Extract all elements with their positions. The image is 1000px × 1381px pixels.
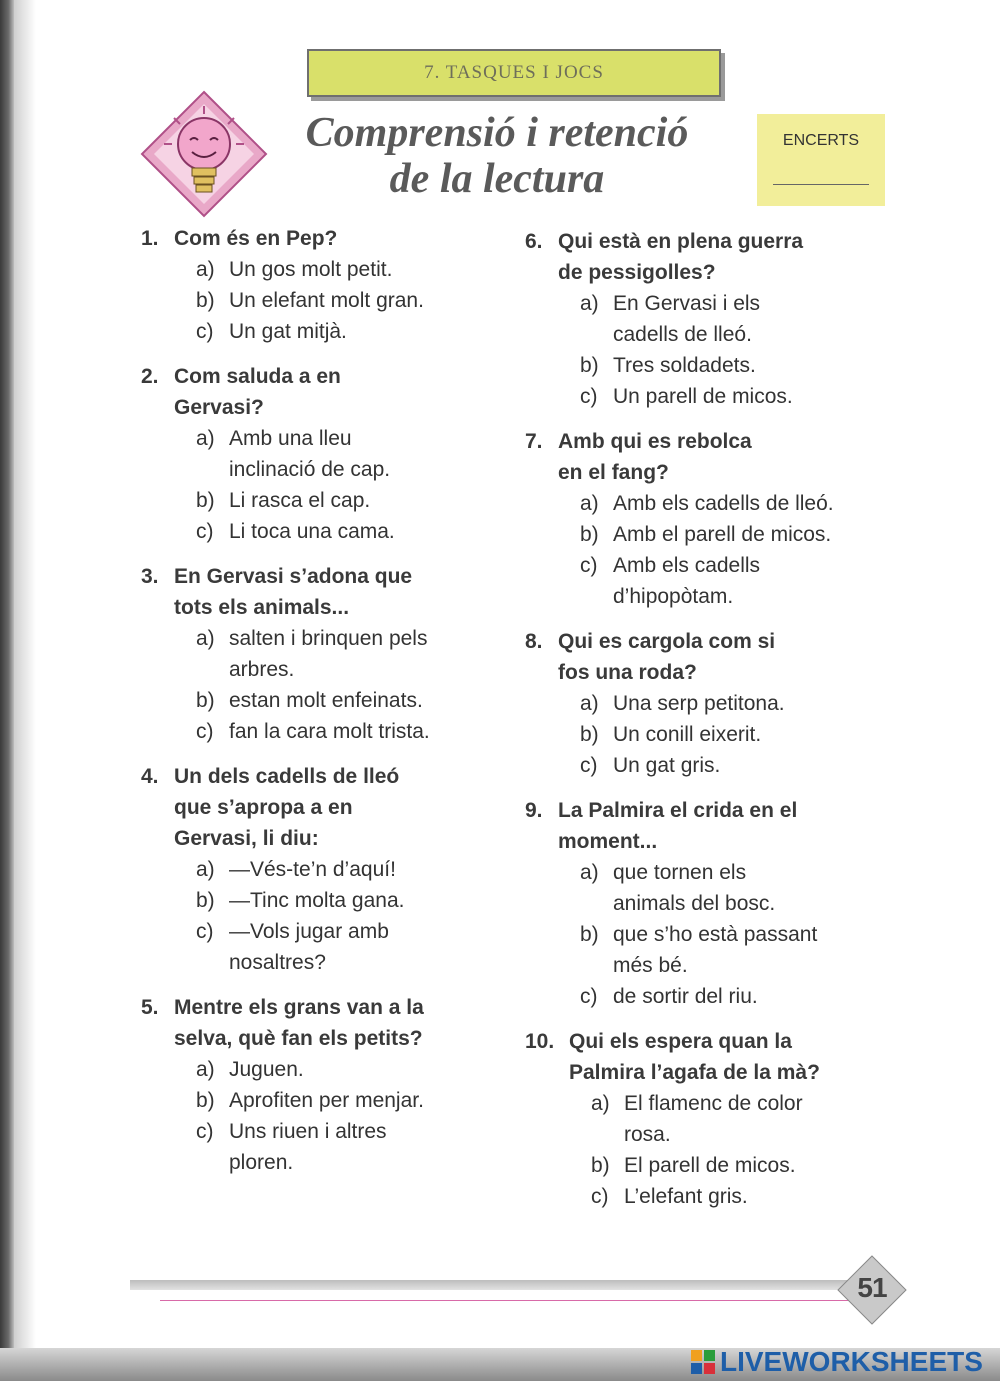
- answer-option[interactable]: [525, 350, 925, 381]
- answer-option[interactable]: [141, 885, 511, 916]
- answer-option[interactable]: [525, 1181, 925, 1212]
- question-line: Com és en Pep?: [174, 227, 338, 250]
- option-text: ploren.: [229, 1151, 294, 1174]
- question-line: Gervasi, li diu:: [174, 827, 319, 850]
- page-edge-shadow: [14, 0, 36, 1381]
- option-letter: c): [580, 985, 598, 1008]
- question-line: moment...: [558, 830, 658, 853]
- score-box: [757, 114, 885, 206]
- question-6: [525, 226, 925, 412]
- option-text: Amb el parell de micos.: [613, 523, 832, 546]
- question-line: tots els animals...: [174, 596, 350, 619]
- answer-option[interactable]: [525, 288, 925, 350]
- page-title: [262, 110, 732, 202]
- option-letter: c): [591, 1185, 609, 1208]
- liveworksheets-brand: LIVEWORKSHEETS: [720, 1346, 983, 1377]
- option-letter: a): [196, 858, 215, 881]
- answer-option[interactable]: [141, 1085, 511, 1116]
- option-text: animals del bosc.: [613, 892, 776, 915]
- option-text: Uns riuen i altres: [229, 1120, 387, 1143]
- answer-option[interactable]: [525, 688, 925, 719]
- option-letter: b): [580, 523, 599, 546]
- answer-option[interactable]: [141, 1054, 511, 1085]
- answer-option[interactable]: [525, 919, 925, 981]
- question-text: [141, 561, 511, 623]
- answer-option[interactable]: [141, 854, 511, 885]
- question-number: 1.: [141, 227, 159, 250]
- option-text: Juguen.: [229, 1058, 304, 1081]
- option-text: més bé.: [613, 954, 688, 977]
- question-text: [141, 992, 511, 1054]
- answer-option[interactable]: [141, 916, 511, 978]
- question-number: 8.: [525, 630, 543, 653]
- option-letter: b): [196, 289, 215, 312]
- option-text: Aprofiten per menjar.: [229, 1089, 424, 1112]
- option-text: cadells de lleó.: [613, 323, 752, 346]
- answer-option[interactable]: [525, 381, 925, 412]
- option-letter: c): [196, 320, 214, 343]
- option-letter: b): [580, 354, 599, 377]
- question-line: Mentre els grans van a la: [174, 996, 424, 1019]
- answer-option[interactable]: [141, 316, 511, 347]
- option-letter: c): [196, 520, 214, 543]
- option-letter: c): [196, 1120, 214, 1143]
- option-letter: a): [580, 492, 599, 515]
- question-8: [525, 626, 925, 781]
- question-number: 2.: [141, 365, 159, 388]
- question-line: que s’apropa a en: [174, 796, 353, 819]
- footer-bar: [130, 1280, 862, 1290]
- answer-option[interactable]: [525, 519, 925, 550]
- question-text: [525, 795, 925, 857]
- option-text: Un conill eixerit.: [613, 723, 762, 746]
- option-letter: a): [196, 427, 215, 450]
- option-text: inclinació de cap.: [229, 458, 391, 481]
- question-line: La Palmira el crida en el: [558, 799, 798, 822]
- question-4: [141, 761, 511, 978]
- question-2: [141, 361, 511, 547]
- option-text: Amb els cadells de lleó.: [613, 492, 834, 515]
- option-text: —Vés-te’n d’aquí!: [229, 858, 396, 881]
- left-column: [141, 223, 511, 1192]
- answer-option[interactable]: [141, 685, 511, 716]
- question-text: [525, 626, 925, 688]
- option-text: rosa.: [624, 1123, 671, 1146]
- answer-option[interactable]: [141, 716, 511, 747]
- question-line: En Gervasi s’adona que: [174, 565, 413, 588]
- answer-option[interactable]: [141, 485, 511, 516]
- option-text: —Vols jugar amb: [229, 920, 389, 943]
- answer-option[interactable]: [525, 750, 925, 781]
- title-line-2: de la lectura: [389, 156, 605, 202]
- option-text: Li rasca el cap.: [229, 489, 371, 512]
- option-text: que s’ho està passant: [613, 923, 818, 946]
- answer-option[interactable]: [141, 516, 511, 547]
- question-number: 9.: [525, 799, 543, 822]
- footer-rule: [160, 1300, 860, 1301]
- title-line-1: Comprensió i retenció: [305, 110, 689, 156]
- question-line: Qui els espera quan la: [569, 1030, 792, 1053]
- question-3: [141, 561, 511, 747]
- question-text: [141, 223, 511, 254]
- option-text: de sortir del riu.: [613, 985, 758, 1008]
- question-text: [525, 1026, 925, 1088]
- option-text: Amb una lleu: [229, 427, 352, 450]
- option-letter: b): [580, 923, 599, 946]
- answer-option[interactable]: [525, 719, 925, 750]
- option-letter: c): [580, 554, 598, 577]
- option-letter: b): [196, 489, 215, 512]
- question-9: [525, 795, 925, 1012]
- option-letter: c): [196, 920, 214, 943]
- answer-option[interactable]: [525, 550, 925, 612]
- option-text: Un parell de micos.: [613, 385, 793, 408]
- option-text: L’elefant gris.: [624, 1185, 748, 1208]
- option-letter: a): [580, 292, 599, 315]
- liveworksheets-logo: [690, 1345, 983, 1379]
- question-10: [525, 1026, 925, 1212]
- question-text: [525, 426, 925, 488]
- option-letter: b): [196, 689, 215, 712]
- question-number: 7.: [525, 430, 543, 453]
- option-text: estan molt enfeinats.: [229, 689, 423, 712]
- answer-option[interactable]: [141, 1116, 511, 1178]
- question-text: [525, 226, 925, 288]
- question-line: de pessigolles?: [558, 261, 716, 284]
- answer-option[interactable]: [141, 423, 511, 485]
- option-letter: b): [196, 1089, 215, 1112]
- score-label: ENCERTS: [782, 132, 860, 149]
- option-text: El flamenc de color: [624, 1092, 803, 1115]
- liveworksheets-icon: [690, 1349, 716, 1375]
- option-text: d’hipopòtam.: [613, 585, 734, 608]
- option-letter: a): [580, 861, 599, 884]
- option-text: Un gat mitjà.: [229, 320, 347, 343]
- page-number: 51: [857, 1272, 887, 1303]
- option-text: fan la cara molt trista.: [229, 720, 430, 743]
- option-letter: a): [196, 258, 215, 281]
- question-number: 4.: [141, 765, 159, 788]
- answer-option[interactable]: [525, 488, 925, 519]
- option-letter: b): [196, 889, 215, 912]
- question-number: 10.: [525, 1030, 555, 1053]
- option-letter: a): [196, 627, 215, 650]
- question-line: Com saluda a en: [174, 365, 341, 388]
- option-text: que tornen els: [613, 861, 747, 884]
- option-text: Una serp petitona.: [613, 692, 785, 715]
- answer-option[interactable]: [525, 981, 925, 1012]
- question-number: 5.: [141, 996, 159, 1019]
- question-line: Palmira l’agafa de la mà?: [569, 1061, 820, 1084]
- question-line: Qui es cargola com si: [558, 630, 776, 653]
- option-letter: b): [580, 723, 599, 746]
- option-letter: c): [196, 720, 214, 743]
- section-tag: 7. TASQUES I JOCS: [307, 49, 721, 97]
- question-line: selva, què fan els petits?: [174, 1027, 423, 1050]
- option-letter: c): [580, 385, 598, 408]
- answer-option[interactable]: [141, 623, 511, 685]
- option-text: Un gat gris.: [613, 754, 721, 777]
- question-text: [141, 761, 511, 854]
- question-text: [141, 361, 511, 423]
- question-1: [141, 223, 511, 347]
- question-line: Gervasi?: [174, 396, 264, 419]
- option-text: Un gos molt petit.: [229, 258, 393, 281]
- question-line: Qui està en plena guerra: [558, 230, 804, 253]
- question-line: fos una roda?: [558, 661, 697, 684]
- question-number: 3.: [141, 565, 159, 588]
- option-letter: b): [591, 1154, 610, 1177]
- answer-option[interactable]: [141, 254, 511, 285]
- right-column: [525, 226, 925, 1226]
- score-write-line[interactable]: [773, 184, 869, 185]
- option-text: nosaltres?: [229, 951, 326, 974]
- option-text: Un elefant molt gran.: [229, 289, 424, 312]
- option-letter: a): [580, 692, 599, 715]
- answer-option[interactable]: [525, 1150, 925, 1181]
- answer-option[interactable]: [525, 857, 925, 919]
- option-letter: a): [591, 1092, 610, 1115]
- question-line: Amb qui es rebolca: [558, 430, 752, 453]
- lightbulb-logo-icon: [138, 88, 270, 220]
- option-letter: c): [580, 754, 598, 777]
- answer-option[interactable]: [141, 285, 511, 316]
- option-letter: a): [196, 1058, 215, 1081]
- option-text: salten i brinquen pels: [229, 627, 428, 650]
- question-7: [525, 426, 925, 612]
- option-text: El parell de micos.: [624, 1154, 796, 1177]
- option-text: Tres soldadets.: [613, 354, 756, 377]
- question-line: en el fang?: [558, 461, 669, 484]
- question-number: 6.: [525, 230, 543, 253]
- book-binding: [0, 0, 14, 1381]
- question-5: [141, 992, 511, 1178]
- option-text: Li toca una cama.: [229, 520, 395, 543]
- option-text: Amb els cadells: [613, 554, 761, 577]
- option-text: —Tinc molta gana.: [229, 889, 405, 912]
- option-text: arbres.: [229, 658, 295, 681]
- option-text: En Gervasi i els: [613, 292, 761, 315]
- answer-option[interactable]: [525, 1088, 925, 1150]
- question-line: Un dels cadells de lleó: [174, 765, 400, 788]
